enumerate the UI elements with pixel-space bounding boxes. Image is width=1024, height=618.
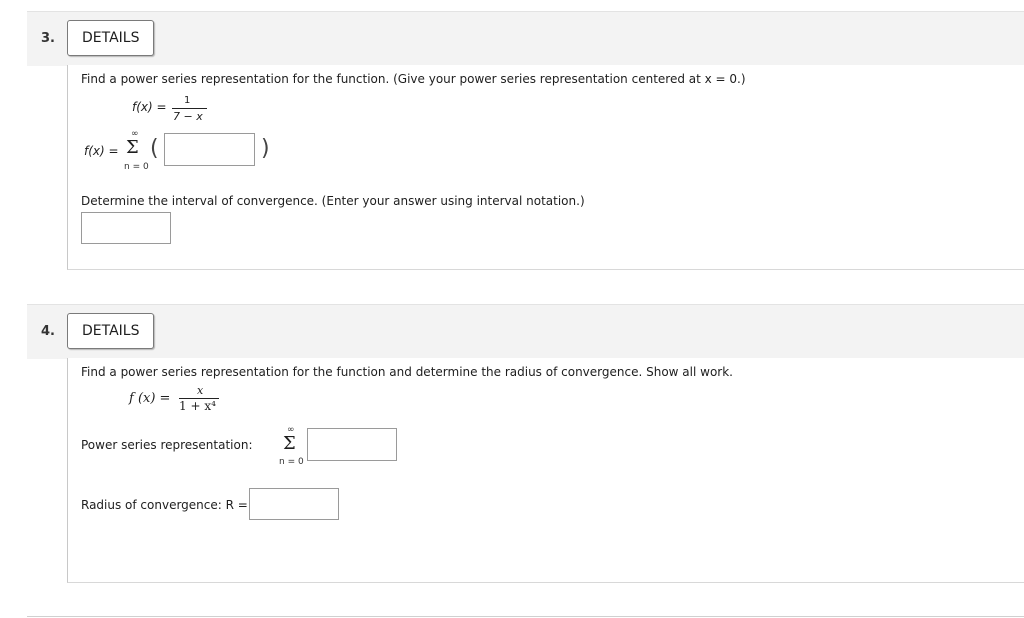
q3-interval-answer-input[interactable] xyxy=(81,212,171,244)
q3-series-answer-input[interactable] xyxy=(164,133,255,166)
q3-details-button[interactable]: DETAILS xyxy=(67,20,154,56)
q4-radius-answer-input[interactable] xyxy=(249,488,339,520)
q3-function-lhs: f(x) = xyxy=(132,100,167,114)
q3-close-paren: ) xyxy=(261,136,270,161)
q4-series-label: Power series representation: xyxy=(81,438,253,452)
q3-sum-sigma: Σ xyxy=(126,137,139,158)
q3-sum-upper-limit: ∞ xyxy=(131,129,139,139)
q4-function-denominator: 1 + x⁴ xyxy=(179,399,216,413)
q4-body-panel xyxy=(67,358,1024,583)
q3-fraction-bar xyxy=(172,108,207,109)
q4-sum-upper-limit: ∞ xyxy=(287,425,295,435)
q3-number: 3. xyxy=(41,31,55,46)
q4-header-bar xyxy=(27,304,1024,359)
q3-function-denominator: 7 − x xyxy=(173,110,203,123)
q4-prompt: Find a power series representation for the function and determine the radius of convergence. Show all work. xyxy=(81,365,733,379)
q4-sum-lower-limit: n = 0 xyxy=(279,457,304,467)
q4-sum-sigma: Σ xyxy=(283,433,296,454)
q3-interval-prompt: Determine the interval of convergence. (Enter your answer using interval notation.) xyxy=(81,194,585,208)
q4-function-lhs: f (x) = xyxy=(129,391,171,406)
q4-details-button[interactable]: DETAILS xyxy=(67,313,154,349)
q3-sum-lhs: f(x) = xyxy=(84,144,119,158)
page-divider xyxy=(27,616,1024,617)
q4-number: 4. xyxy=(41,324,55,339)
q3-header-bar xyxy=(27,11,1024,66)
q3-prompt: Find a power series representation for the function. (Give your power series representation centered at x = 0.) xyxy=(81,72,746,86)
q3-function-numerator: 1 xyxy=(184,95,191,106)
q4-radius-label: Radius of convergence: R = xyxy=(81,498,248,512)
q4-series-answer-input[interactable] xyxy=(307,428,397,461)
q4-function-numerator: x xyxy=(197,384,204,397)
q3-sum-lower-limit: n = 0 xyxy=(124,162,149,172)
q3-open-paren: ( xyxy=(150,136,159,161)
